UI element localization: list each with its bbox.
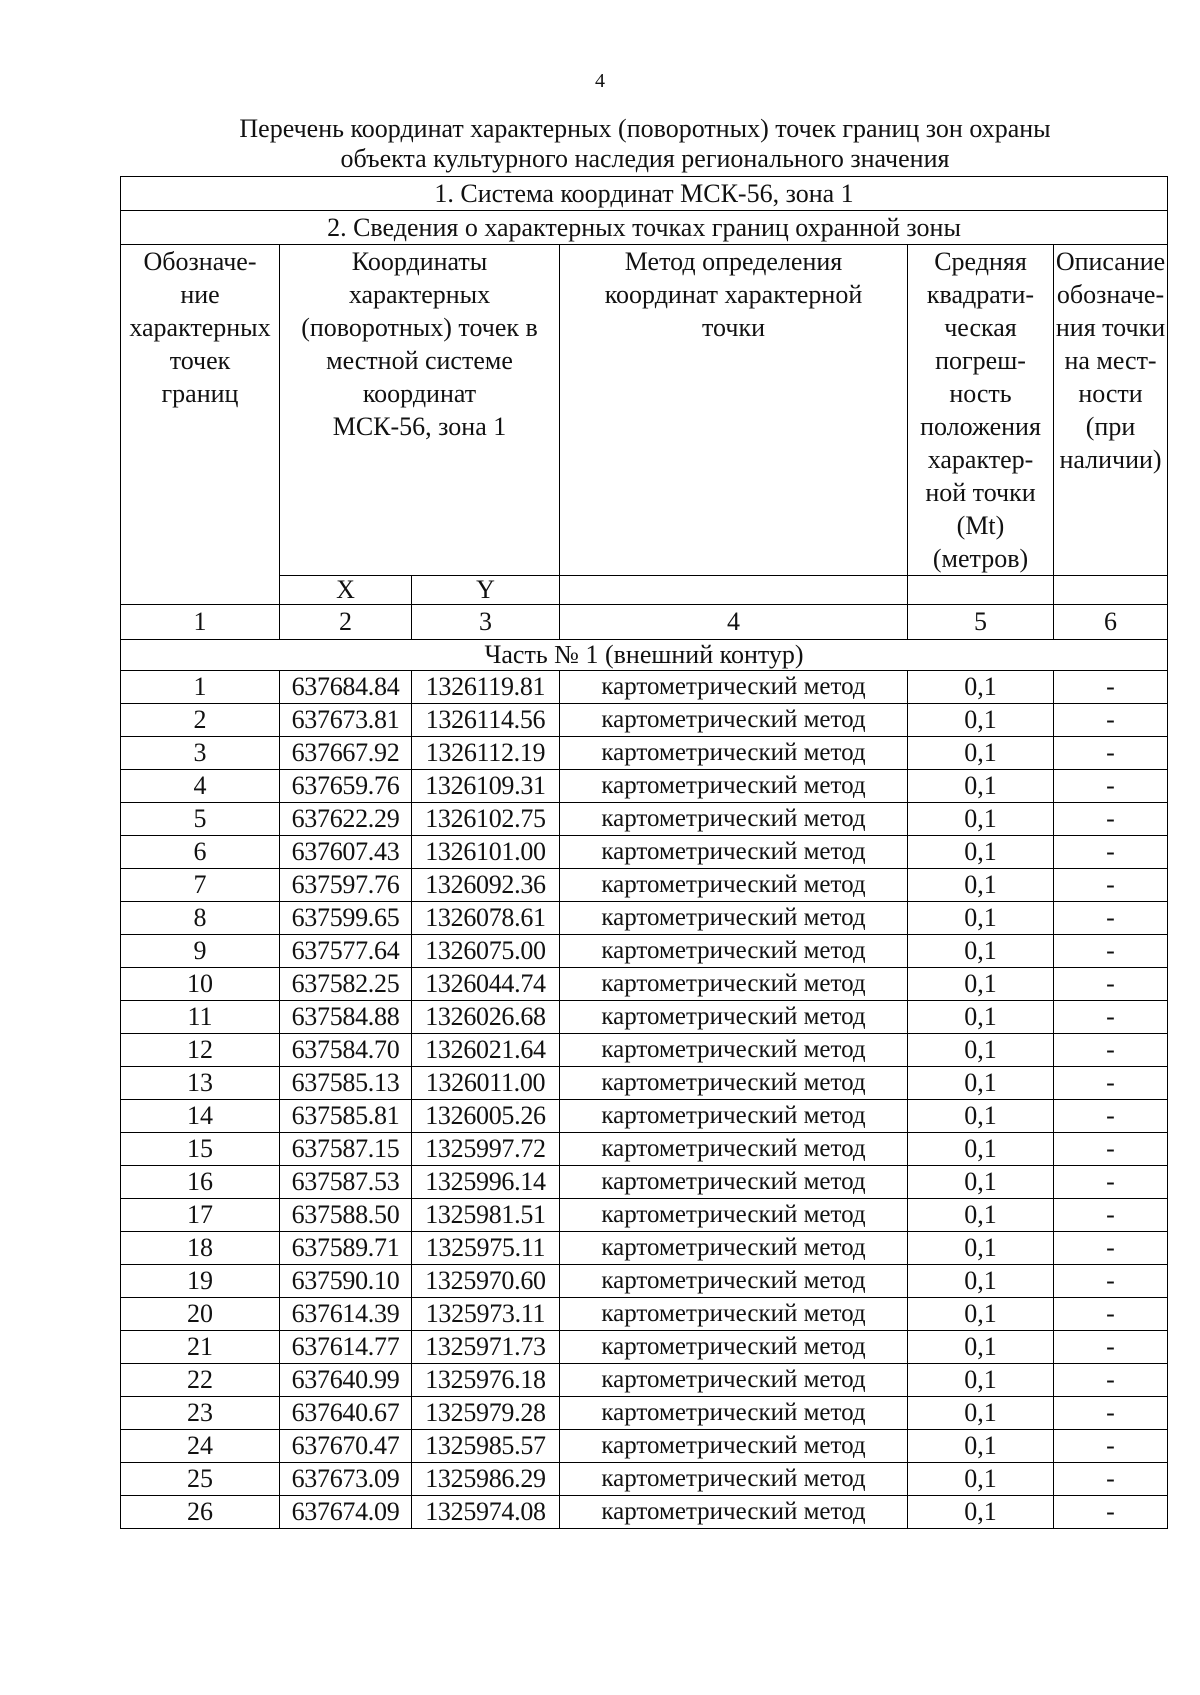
description-cell: - [1054,1463,1168,1496]
column-number-4: 4 [560,605,908,640]
error-cell: 0,1 [908,803,1054,836]
description-cell: - [1054,902,1168,935]
table-row [121,1232,1168,1265]
description-cell: - [1054,671,1168,704]
y-coordinate-cell: 1325974.08 [412,1496,560,1529]
error-cell: 0,1 [908,770,1054,803]
error-cell: 0,1 [908,1166,1054,1199]
x-coordinate-cell: 637590.10 [280,1265,412,1298]
x-coordinate-cell: 637577.64 [280,935,412,968]
error-cell: 0,1 [908,671,1054,704]
error-cell: 0,1 [908,902,1054,935]
x-coordinate-cell: 637585.13 [280,1067,412,1100]
method-cell: картометрический метод [560,1067,908,1100]
error-cell: 0,1 [908,704,1054,737]
point-number-cell: 7 [121,869,280,902]
table-row [121,1100,1168,1133]
x-coordinate-cell: 637659.76 [280,770,412,803]
y-coordinate-cell: 1325985.57 [412,1430,560,1463]
x-coordinate-cell: 637584.88 [280,1001,412,1034]
x-coordinate-cell: 637667.92 [280,737,412,770]
point-number-cell: 20 [121,1298,280,1331]
method-cell: картометрический метод [560,803,908,836]
description-cell: - [1054,935,1168,968]
error-cell: 0,1 [908,1265,1054,1298]
point-number-cell: 3 [121,737,280,770]
error-cell: 0,1 [908,1496,1054,1529]
table-row [121,671,1168,704]
y-coordinate-cell: 1325976.18 [412,1364,560,1397]
column-number-3: 3 [412,605,560,640]
y-coordinate-cell: 1325973.11 [412,1298,560,1331]
method-cell: картометрический метод [560,902,908,935]
description-cell: - [1054,770,1168,803]
x-coordinate-cell: 637597.76 [280,869,412,902]
method-cell: картометрический метод [560,1265,908,1298]
header-method: Метод определения координат характерной точки [560,245,908,576]
description-cell: - [1054,1001,1168,1034]
method-cell: картометрический метод [560,1166,908,1199]
x-coordinate-cell: 637582.25 [280,968,412,1001]
error-cell: 0,1 [908,1199,1054,1232]
x-coordinate-cell: 637607.43 [280,836,412,869]
point-number-cell: 26 [121,1496,280,1529]
table-row [121,1397,1168,1430]
y-coordinate-cell: 1325996.14 [412,1166,560,1199]
boundary-info-row: 2. Сведения о характерных точках границ охранной зоны [121,211,1168,245]
x-coordinate-cell: 637589.71 [280,1232,412,1265]
x-coordinate-cell: 637599.65 [280,902,412,935]
method-cell: картометрический метод [560,1199,908,1232]
point-number-cell: 19 [121,1265,280,1298]
description-cell: - [1054,1166,1168,1199]
y-coordinate-cell: 1325979.28 [412,1397,560,1430]
method-cell: картометрический метод [560,770,908,803]
error-cell: 0,1 [908,1364,1054,1397]
coordinate-system-row: 1. Система координат МСК-56, зона 1 [121,177,1168,211]
method-cell: картометрический метод [560,1034,908,1067]
error-cell: 0,1 [908,1463,1054,1496]
column-number-5: 5 [908,605,1054,640]
error-cell: 0,1 [908,1232,1054,1265]
method-cell: картометрический метод [560,671,908,704]
method-cell: картометрический метод [560,1463,908,1496]
x-coordinate-cell: 637670.47 [280,1430,412,1463]
error-cell: 0,1 [908,869,1054,902]
description-cell: - [1054,1331,1168,1364]
x-coordinate-cell: 637673.81 [280,704,412,737]
description-cell: - [1054,1496,1168,1529]
header-method-blank [560,576,908,605]
table-row [121,770,1168,803]
method-cell: картометрический метод [560,1001,908,1034]
point-number-cell: 14 [121,1100,280,1133]
method-cell: картометрический метод [560,1364,908,1397]
point-number-cell: 25 [121,1463,280,1496]
description-cell: - [1054,1298,1168,1331]
table-row [121,968,1168,1001]
error-cell: 0,1 [908,836,1054,869]
document-title [120,114,1170,174]
method-cell: картометрический метод [560,1496,908,1529]
point-number-cell: 4 [121,770,280,803]
x-coordinate-cell: 637584.70 [280,1034,412,1067]
method-cell: картометрический метод [560,737,908,770]
x-coordinate-cell: 637674.09 [280,1496,412,1529]
table-row [121,1496,1168,1529]
y-coordinate-cell: 1326075.00 [412,935,560,968]
table-row [121,1298,1168,1331]
header-description: Описание обозначе- ния точки на мест- ности (при наличии) [1054,245,1168,576]
header-x: X [280,576,412,605]
y-coordinate-cell: 1326044.74 [412,968,560,1001]
y-coordinate-cell: 1326005.26 [412,1100,560,1133]
table-row [121,1265,1168,1298]
point-number-cell: 16 [121,1166,280,1199]
description-cell: - [1054,803,1168,836]
table-row [121,737,1168,770]
point-number-cell: 11 [121,1001,280,1034]
method-cell: картометрический метод [560,704,908,737]
x-coordinate-cell: 637684.84 [280,671,412,704]
y-coordinate-cell: 1326078.61 [412,902,560,935]
y-coordinate-cell: 1326112.19 [412,737,560,770]
table-row [121,1331,1168,1364]
y-coordinate-cell: 1326101.00 [412,836,560,869]
error-cell: 0,1 [908,1331,1054,1364]
table-row [121,803,1168,836]
error-cell: 0,1 [908,1133,1054,1166]
description-cell: - [1054,836,1168,869]
method-cell: картометрический метод [560,1397,908,1430]
y-coordinate-cell: 1326102.75 [412,803,560,836]
x-coordinate-cell: 637673.09 [280,1463,412,1496]
x-coordinate-cell: 637588.50 [280,1199,412,1232]
description-cell: - [1054,1199,1168,1232]
y-coordinate-cell: 1326119.81 [412,671,560,704]
table-row [121,1034,1168,1067]
title-line-1: Перечень координат характерных (поворотных) точек границ зон охраны [239,114,1051,143]
description-cell: - [1054,1364,1168,1397]
table-row [121,836,1168,869]
description-cell: - [1054,1430,1168,1463]
header-point-designation: Обозначе- ние характерных точек границ [121,245,280,605]
y-coordinate-cell: 1326021.64 [412,1034,560,1067]
description-cell: - [1054,1265,1168,1298]
point-number-cell: 18 [121,1232,280,1265]
description-cell: - [1054,1067,1168,1100]
point-number-cell: 13 [121,1067,280,1100]
description-cell: - [1054,1100,1168,1133]
method-cell: картометрический метод [560,968,908,1001]
column-number-6: 6 [1054,605,1168,640]
point-number-cell: 1 [121,671,280,704]
y-coordinate-cell: 1326026.68 [412,1001,560,1034]
error-cell: 0,1 [908,1430,1054,1463]
point-number-cell: 10 [121,968,280,1001]
point-number-cell: 8 [121,902,280,935]
method-cell: картометрический метод [560,1100,908,1133]
description-cell: - [1054,704,1168,737]
table-row [121,1166,1168,1199]
error-cell: 0,1 [908,1067,1054,1100]
table-row [121,1364,1168,1397]
point-number-cell: 24 [121,1430,280,1463]
column-number-2: 2 [280,605,412,640]
table-row [121,1067,1168,1100]
part-label-row: Часть № 1 (внешний контур) [121,640,1168,671]
method-cell: картометрический метод [560,935,908,968]
y-coordinate-cell: 1326109.31 [412,770,560,803]
y-coordinate-cell: 1325970.60 [412,1265,560,1298]
point-number-cell: 21 [121,1331,280,1364]
header-description-blank [1054,576,1168,605]
x-coordinate-cell: 637640.67 [280,1397,412,1430]
error-cell: 0,1 [908,1034,1054,1067]
x-coordinate-cell: 637614.77 [280,1331,412,1364]
error-cell: 0,1 [908,1100,1054,1133]
table-row [121,1133,1168,1166]
y-coordinate-cell: 1325986.29 [412,1463,560,1496]
header-coordinates: Координаты характерных (поворотных) точек в местной системе координат МСК-56, зона 1 [280,245,560,576]
description-cell: - [1054,869,1168,902]
point-number-cell: 2 [121,704,280,737]
table-row [121,902,1168,935]
title-line-2: объекта культурного наследия регионального значения [340,144,950,173]
point-number-cell: 12 [121,1034,280,1067]
table-row [121,1199,1168,1232]
method-cell: картометрический метод [560,836,908,869]
error-cell: 0,1 [908,935,1054,968]
method-cell: картометрический метод [560,1133,908,1166]
table-row [121,869,1168,902]
method-cell: картометрический метод [560,1298,908,1331]
error-cell: 0,1 [908,1001,1054,1034]
y-coordinate-cell: 1326011.00 [412,1067,560,1100]
method-cell: картометрический метод [560,1331,908,1364]
header-error-blank [908,576,1054,605]
column-number-1: 1 [121,605,280,640]
x-coordinate-cell: 637614.39 [280,1298,412,1331]
description-cell: - [1054,968,1168,1001]
method-cell: картометрический метод [560,1430,908,1463]
y-coordinate-cell: 1326114.56 [412,704,560,737]
y-coordinate-cell: 1326092.36 [412,869,560,902]
description-cell: - [1054,737,1168,770]
y-coordinate-cell: 1325971.73 [412,1331,560,1364]
point-number-cell: 9 [121,935,280,968]
point-number-cell: 6 [121,836,280,869]
description-cell: - [1054,1133,1168,1166]
x-coordinate-cell: 637587.15 [280,1133,412,1166]
point-number-cell: 22 [121,1364,280,1397]
x-coordinate-cell: 637587.53 [280,1166,412,1199]
table-row [121,1430,1168,1463]
error-cell: 0,1 [908,737,1054,770]
point-number-cell: 5 [121,803,280,836]
x-coordinate-cell: 637622.29 [280,803,412,836]
x-coordinate-cell: 637640.99 [280,1364,412,1397]
point-number-cell: 15 [121,1133,280,1166]
point-number-cell: 17 [121,1199,280,1232]
description-cell: - [1054,1232,1168,1265]
header-error: Средняя квадрати- ческая погреш- ность положения характер- ной точки (Mt) (метров) [908,245,1054,576]
error-cell: 0,1 [908,1397,1054,1430]
page-number: 4 [595,70,605,92]
y-coordinate-cell: 1325981.51 [412,1199,560,1232]
method-cell: картометрический метод [560,1232,908,1265]
description-cell: - [1054,1397,1168,1430]
error-cell: 0,1 [908,1298,1054,1331]
coordinates-table [120,176,1168,1529]
table-row [121,935,1168,968]
y-coordinate-cell: 1325997.72 [412,1133,560,1166]
x-coordinate-cell: 637585.81 [280,1100,412,1133]
description-cell: - [1054,1034,1168,1067]
point-number-cell: 23 [121,1397,280,1430]
error-cell: 0,1 [908,968,1054,1001]
table-row [121,704,1168,737]
method-cell: картометрический метод [560,869,908,902]
table-row [121,1001,1168,1034]
table-row [121,1463,1168,1496]
header-y: Y [412,576,560,605]
y-coordinate-cell: 1325975.11 [412,1232,560,1265]
